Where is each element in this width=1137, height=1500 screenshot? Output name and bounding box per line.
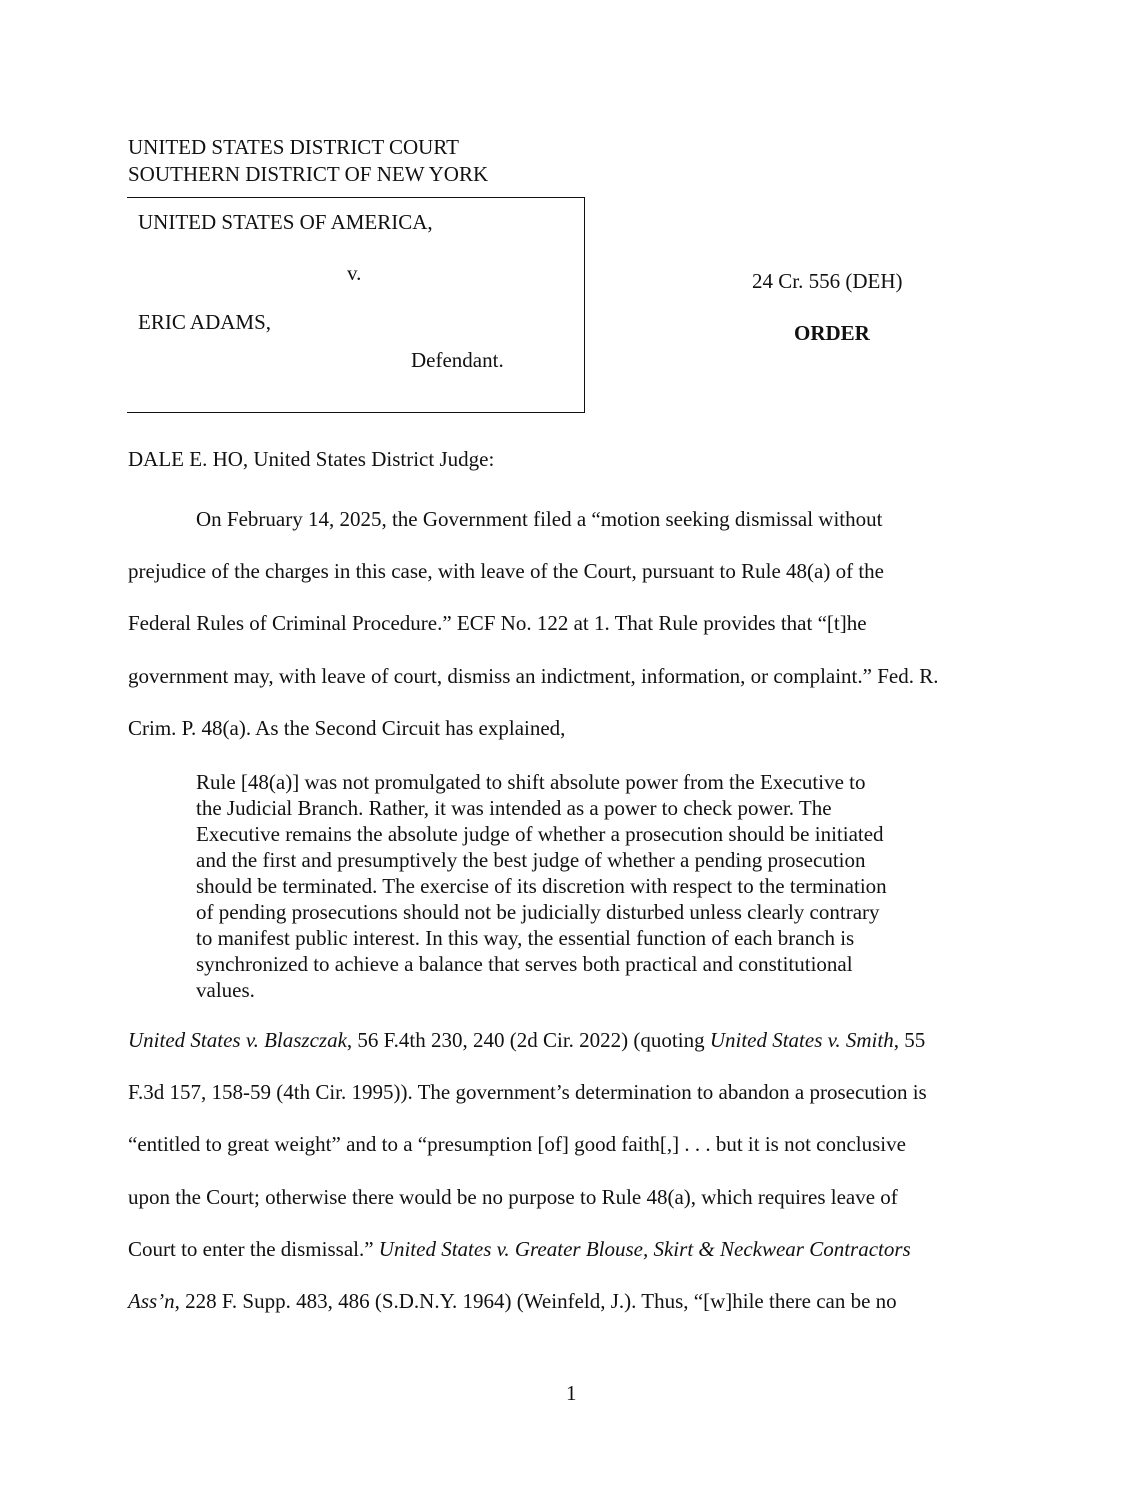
quote-line: synchronized to achieve a balance that serves both practical and constitutional <box>196 952 853 976</box>
paragraph-line: Crim. P. 48(a). As the Second Circuit has explained, <box>128 716 566 740</box>
caption-defendant: ERIC ADAMS, <box>138 310 272 334</box>
quote-line: Rule [48(a)] was not promulgated to shift absolute power from the Executive to <box>196 770 866 794</box>
court-header <box>128 134 488 188</box>
quote-line: Executive remains the absolute judge of whether a prosecution should be initiated <box>196 822 884 846</box>
case-name: United States v. Greater Blouse, Skirt & Neckwear Contractors <box>378 1237 911 1261</box>
quote-line: to manifest public interest. In this way, the essential function of each branch is <box>196 926 855 950</box>
paragraph-line: United States v. Blaszczak, 56 F.4th 230, 240 (2d Cir. 2022) (quoting United States v. Smith, 55 <box>128 1028 926 1052</box>
paragraph-line: prejudice of the charges in this case, with leave of the Court, pursuant to Rule 48(a) of the <box>128 559 884 583</box>
paragraph-line: government may, with leave of court, dismiss an indictment, information, or complaint.” Fed. R. <box>128 664 939 688</box>
case-name: United States v. Smith <box>709 1028 894 1052</box>
paragraph-line: Federal Rules of Criminal Procedure.” ECF No. 122 at 1. That Rule provides that “[t]he <box>128 611 867 635</box>
paragraph-line: Court to enter the dismissal.” United States v. Greater Blouse, Skirt & Neckwear Contractors <box>128 1237 911 1261</box>
paragraph-line: F.3d 157, 158-59 (4th Cir. 1995)). The government’s determination to abandon a prosecution is <box>128 1080 927 1104</box>
caption-plaintiff: UNITED STATES OF AMERICA, <box>138 210 433 234</box>
caption-versus: v. <box>347 261 362 285</box>
caption-defendant-role: Defendant. <box>411 348 504 372</box>
paragraph-line: Ass’n, 228 F. Supp. 483, 486 (S.D.N.Y. 1964) (Weinfeld, J.). Thus, “[w]hile there can be no <box>128 1289 897 1313</box>
court-name-line1: UNITED STATES DISTRICT COURT <box>128 135 459 159</box>
block-quote <box>196 769 956 1003</box>
quote-line: should be terminated. The exercise of its discretion with respect to the termination <box>196 874 887 898</box>
case-name: United States v. Blaszczak <box>128 1028 347 1052</box>
case-caption-box <box>127 197 585 413</box>
quote-line: the Judicial Branch. Rather, it was intended as a power to check power. The <box>196 796 832 820</box>
document-title: ORDER <box>794 321 870 345</box>
paragraph-line: “entitled to great weight” and to a “presumption [of] good faith[,] . . . but it is not conclusive <box>128 1132 906 1156</box>
case-name: Ass’n <box>128 1289 175 1313</box>
judge-line: DALE E. HO, United States District Judge: <box>128 447 495 471</box>
quote-line: of pending prosecutions should not be judicially disturbed unless clearly contrary <box>196 900 880 924</box>
quote-line: values. <box>196 978 255 1002</box>
quote-line: and the first and presumptively the best judge of whether a pending prosecution <box>196 848 866 872</box>
paragraph-line: upon the Court; otherwise there would be no purpose to Rule 48(a), which requires leave of <box>128 1185 898 1209</box>
page-number: 1 <box>566 1381 577 1405</box>
paragraph-line: On February 14, 2025, the Government filed a “motion seeking dismissal without <box>196 507 883 531</box>
court-name-line2: SOUTHERN DISTRICT OF NEW YORK <box>128 162 489 186</box>
case-number: 24 Cr. 556 (DEH) <box>752 269 903 293</box>
